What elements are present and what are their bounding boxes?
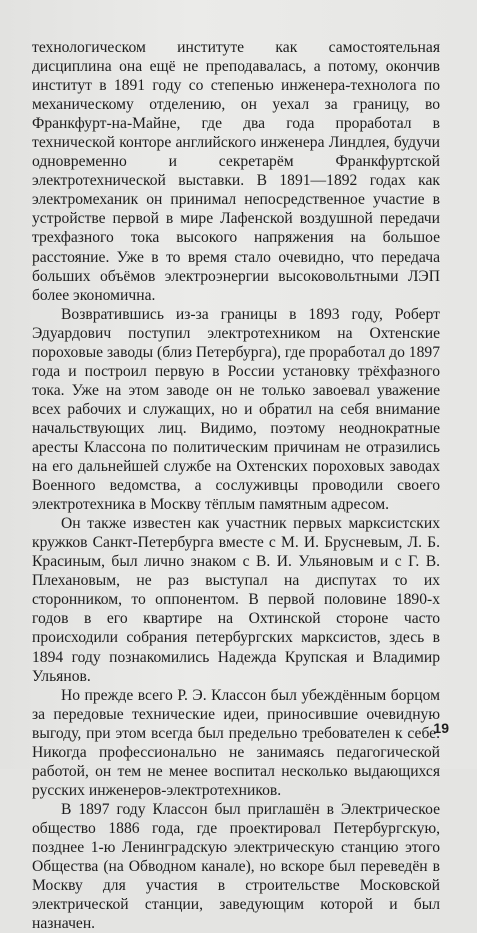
paragraph-1: технологическом институте как самостоятельная дисциплина она ещё не преподавалась, а потому, окончив институт в 1891 году со степенью инженера-технолога по механическому отделению, он уехал за границу, во Франкфурт-на-Майне, где два года проработал в технической конторе английского инженера Линдлея, будучи одновременно и секретарём Франкфуртской электротехнической выставки. В 1891—1892 годах как электромеханик он принимал непосредственное участие в устройстве первой в мире Лафенской воздушной передачи трехфазного тока высокого напряжения на большое расстояние. Уже в то время стало очевидно, что передача больших объёмов электроэнергии высоковольтными ЛЭП более экономична. — [32, 39, 440, 304]
paragraph-5: В 1897 году Классон был приглашён в Электрическое общество 1886 года, где проектировал Петербургскую, позднее 1-ю Ленинградскую электрическую станцию этого Общества (на Обводном канале), но вскоре был переведён в Москву для участия в строительстве Московской электрической станции, заведующим которой и был назначен. — [32, 800, 440, 933]
paragraph-4: Но прежде всего Р. Э. Классон был убеждённым борцом за передовые технические идеи, приносившие очевидную выгоду, при этом всегда был предельно требователен к себе. Никогда профессионально не занимаясь педагогической работой, он тем не менее воспитал несколько выдающихся русских инженеров-электротехников. — [32, 686, 440, 799]
page-number: 19 — [433, 720, 449, 736]
paragraph-2: Возвратившись из-за границы в 1893 году, Роберт Эдуардович поступил электротехником на Охтенские пороховые заводы (близ Петербурга), где проработал до 1897 года и построил первую в России установку трёхфазного тока. Уже на этом заводе он не только завоевал уважение всех рабочих и служащих, но и обратил на себя внимание начальствующих лиц. Видимо, поэтому неоднократные аресты Классона по политическим причинам не отразились на его дальнейшей службе на Охтенских пороховых заводах Военного ведомства, а сослуживцы проводили своего электротехника в Москву тёплым памятным адресом. — [32, 305, 440, 514]
paragraph-3: Он также известен как участник первых марксистских кружков Санкт-Петербурга вместе с М. И. Брусневым, Л. Б. Красиным, был лично знаком с В. И. Ульяновым и с Г. В. Плехановым, не раз выступал на диспутах то их сторонником, то оппонентом. В первой половине 1890-х годов в его квартире на Охтинской стороне часто происходили собрания петербургских марксистов, здесь в 1894 году познакомились Надежда Крупская и Владимир Ульянов. — [32, 515, 440, 685]
body-text — [32, 38, 440, 933]
